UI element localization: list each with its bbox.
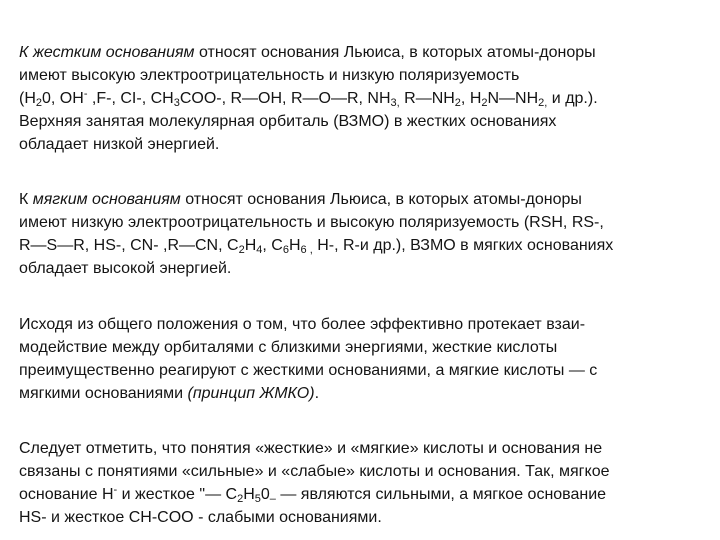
text-line xyxy=(19,41,699,64)
text-span: 0 xyxy=(260,486,270,503)
subscript: 5 xyxy=(254,493,261,505)
text-span: (H xyxy=(19,90,36,107)
text-span: H-, R-и др.), ВЗМО в мягких основаниях xyxy=(312,237,614,254)
text-span: 0, OH xyxy=(42,90,84,107)
text-line: имеют высокую электроотрицательность и низкую поляризуемость xyxy=(19,67,520,84)
text-line: преимущественно реагируют с жесткими основаниями, а мягкие кислоты — с xyxy=(19,362,598,379)
subscript: 6 xyxy=(282,244,289,256)
text-span: , H xyxy=(460,90,482,107)
text-line: обладает высокой энергией. xyxy=(19,260,232,277)
slide-text xyxy=(19,41,699,529)
text-span: , C xyxy=(262,237,283,254)
text-span: К xyxy=(19,191,33,208)
subscript: 2 xyxy=(481,97,488,109)
text-span: COO-, R—OH, R—O—R, NH xyxy=(179,90,391,107)
text-line-formulas xyxy=(19,234,699,257)
term-hard-bases: К жестким основаниям xyxy=(19,44,195,61)
subscript: 2 xyxy=(237,493,244,505)
subscript: 2 xyxy=(238,244,245,256)
paragraph-strength-note xyxy=(19,437,699,529)
paragraph-hard-bases xyxy=(19,41,699,156)
text-span: мягкими основаниями xyxy=(19,385,188,402)
text-line: Исходя из общего положения о том, что более эффективно протекает взаи- xyxy=(19,316,586,333)
text-span: и жесткое "— C xyxy=(117,486,238,503)
subscript: 3, xyxy=(390,97,400,109)
text-line: Верхняя занятая молекулярная орбиталь (ВЗМО) в жестких основаниях xyxy=(19,113,557,130)
subscript: 2, xyxy=(538,97,548,109)
subscript: 4 xyxy=(256,244,263,256)
text-span: R—S—R, HS-, CN- ,R—CN, C xyxy=(19,237,239,254)
subscript: – xyxy=(269,493,276,505)
text-span: H xyxy=(244,237,257,254)
superscript: - xyxy=(83,88,88,100)
subscript: 3 xyxy=(173,97,180,109)
text-line: обладает низкой энергией. xyxy=(19,136,220,153)
text-span: N—NH xyxy=(487,90,539,107)
text-line xyxy=(19,382,699,405)
text-span: ,F-, CI-, CH xyxy=(87,90,174,107)
superscript: - xyxy=(113,484,118,496)
text-span: R—NH xyxy=(399,90,455,107)
term-soft-bases: мягким основаниям xyxy=(32,191,181,208)
text-line-formulas xyxy=(19,87,699,110)
text-line: модействие между орбиталями с близкими энергиями, жесткие кислоты xyxy=(19,339,558,356)
paragraph-hsab-principle xyxy=(19,313,699,405)
text-line: имеют низкую электроотрицательность и высокую поляризуемость (RSH, RS-, xyxy=(19,214,604,231)
subscript: 2 xyxy=(454,97,461,109)
text-span: относят основания Льюиса, в которых атомы-доноры xyxy=(194,44,596,61)
text-span: основание H xyxy=(19,486,114,503)
text-line xyxy=(19,188,699,211)
text-line: связаны с понятиями «сильные» и «слабые» кислоты и основания. Так, мягкое xyxy=(19,463,610,480)
subscript: 2 xyxy=(35,97,43,109)
text-span: . xyxy=(314,385,320,402)
text-span: H xyxy=(288,237,301,254)
text-span: — являются сильными, а мягкое основание xyxy=(275,486,607,503)
term-hsab-principle: (принцип ЖМКО) xyxy=(187,385,315,402)
text-span: относят основания Льюиса, в которых атомы-доноры xyxy=(180,191,582,208)
subscript: 6 , xyxy=(300,244,313,256)
text-line: Следует отметить, что понятия «жесткие» и «мягкие» кислоты и основания не xyxy=(19,440,603,457)
text-span: и др.). xyxy=(547,90,598,107)
text-line: HS- и жесткое CH-COO - слабыми основаниями. xyxy=(19,509,382,526)
text-span: H xyxy=(243,486,255,503)
text-line-formulas xyxy=(19,483,699,506)
paragraph-soft-bases xyxy=(19,188,699,280)
